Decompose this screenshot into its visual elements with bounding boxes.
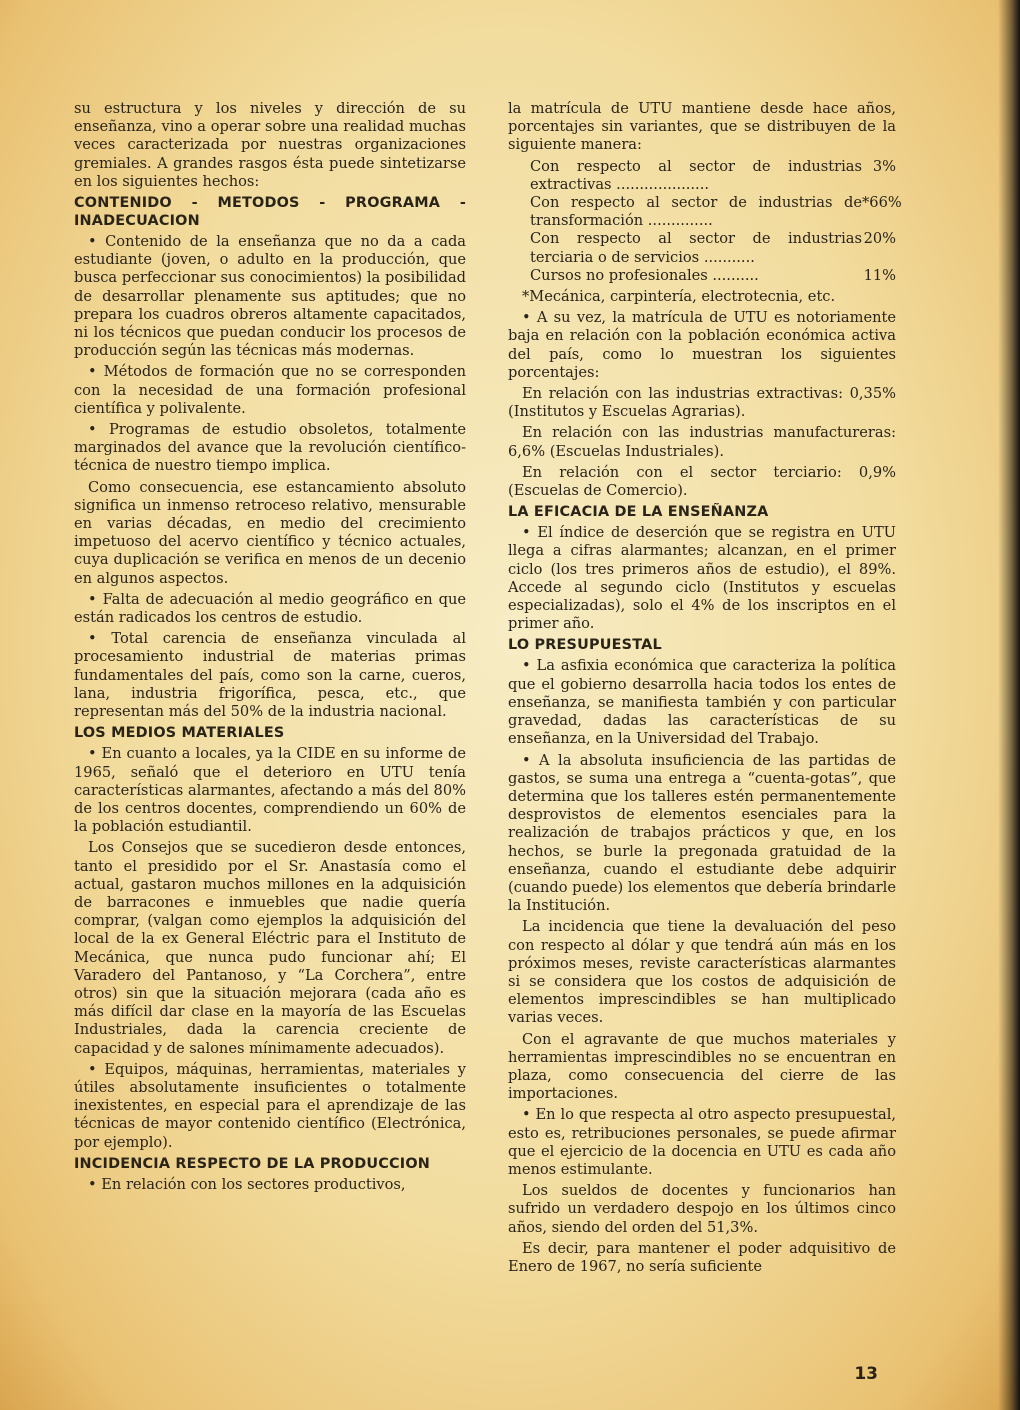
section-heading-presupuestal: LO PRESUPUESTAL xyxy=(508,637,662,654)
stat-value: 20% xyxy=(863,230,896,248)
stat-label: Cursos no profesionales .......... xyxy=(530,266,759,284)
section-heading-eficacia: LA EFICACIA DE LA ENSEÑANZA xyxy=(508,504,769,521)
page-edge-shadow xyxy=(998,0,1020,1410)
paragraph: Es decir, para mantener el poder adquisitivo de Enero de 1967, no sería suficiente xyxy=(508,1239,896,1275)
stat-label: Con respecto al sector de industrias terciaria o de servicios ........... xyxy=(530,230,862,266)
paragraph: • En relación con los sectores productivos, xyxy=(88,1175,406,1193)
paragraph: Con el agravante de que muchos materiales y herramientas imprescindibles no se encuentran en plaza, como consecuencia del cierre de las importaciones. xyxy=(508,1030,896,1103)
stat-label: Con respecto al sector de industrias extractivas .................... xyxy=(530,157,862,193)
paragraph: • En lo que respecta al otro aspecto presupuestal, esto es, retribuciones personales, se puede afirmar que el ejercicio de la docencia en UTU es cada año menos estimulante. xyxy=(508,1106,896,1178)
left-column xyxy=(74,100,466,1197)
stat-row xyxy=(530,194,902,230)
stat-value: 3% xyxy=(872,157,896,175)
stat-row xyxy=(530,230,896,266)
paragraph: su estructura y los niveles y dirección de su enseñanza, vino a operar sobre una realidad muchas veces caracterizada por nuestras organizaciones gremiales. A grandes rasgos ésta puede sintetizarse en los siguientes hechos: xyxy=(74,100,466,190)
section-heading-incidencia: INCIDENCIA RESPECTO DE LA PRODUCCION xyxy=(74,1155,431,1172)
paragraph: La incidencia que tiene la devaluación del peso con respecto al dólar y que tendrá aún más en los próximos meses, reviste características alarmantes si se considera que los costos de adquisición de elementos imprescindibles se han multiplicado varias veces. xyxy=(508,918,896,1027)
stat-row xyxy=(530,158,896,194)
paragraph: • Contenido de la enseñanza que no da a cada estudiante (joven, o adulto en la producción, que busca perfeccionar sus conocimientos) la posibilidad de desarrollar plenamente sus aptitudes; que no prepara los cuadros obreros altamente capacitados, ni los técnicos que puedan conducir los procesos de producción según las técnicas más modernas. xyxy=(74,233,466,360)
stat-value: 11% xyxy=(863,266,896,284)
paragraph: • Métodos de formación que no se corresponden con la necesidad de una formación profesional científica y polivalente. xyxy=(74,363,466,417)
paragraph: • El índice de deserción que se registra en UTU llega a cifras alarmantes; alcanzan, en el primer ciclo (los tres primeros años de estudio), el 89%. Accede al segundo ciclo (Institutos y escuelas especializadas), solo el 4% de los inscriptos en el primer año. xyxy=(508,524,896,633)
page-number: 13 xyxy=(854,1364,878,1384)
paragraph: • A su vez, la matrícula de UTU es notoriamente baja en relación con la población económica activa del país, como lo muestran los siguientes porcentajes: xyxy=(508,309,896,381)
paragraph: • Equipos, máquinas, herramientas, materiales y útiles absolutamente insuficientes o totalmente inexistentes, en especial para el aprendizaje de las técnicas de mayor contenido científico (Electrónica, por ejemplo). xyxy=(74,1060,466,1151)
paragraph: • Falta de adecuación al medio geográfico en que están radicados los centros de estudio. xyxy=(74,590,466,627)
stat-value: *66% xyxy=(862,194,902,212)
paragraph: Como consecuencia, ese estancamiento absoluto significa un inmenso retroceso relativo, mensurable en varias décadas, en medio del crecimiento impetuoso del acervo científico y técnico actuales, cuya duplicación se verifica en menos de un decenio en algunos aspectos. xyxy=(74,478,466,587)
paragraph: En relación con las industrias extractivas: 0,35% (Institutos y Escuelas Agrarias). xyxy=(508,385,896,421)
section-heading-contenido: CONTENIDO - METODOS - PROGRAMA - INADECUACION xyxy=(74,195,466,230)
stat-row xyxy=(530,267,896,285)
paragraph: Los Consejos que se sucedieron desde entonces, tanto el presidido por el Sr. Anastasía como el actual, gastaron muchos millones en la adquisición de barracones e inmuebles que nadie quería comprar, (valgan como ejemplos la adquisición del local de la ex General Eléctric para el Instituto de Mecánica, que nunca pudo funcionar ahí; El Varadero del Pantanoso, y “La Corchera”, entre otros) sin que la situación mejorara (cada año es más difícil dar clase en la mayoría de las Escuelas Industriales, dada la carencia creciente de capacidad y de salones mínimamente adecuados). xyxy=(74,839,466,1057)
paragraph: • A la absoluta insuficiencia de las partidas de gastos, se suma una entrega a “cuenta-gotas”, que determina que los talleres estén permanentemente desprovistos de elementos esenciales para la realización de trabajos prácticos y que, en los hechos, se burle la pregonada gratuidad de la enseñanza, cuando el estudiante debe adquirir (cuando puede) los elementos que debería brindarle la Institución. xyxy=(508,751,896,915)
paragraph: • Total carencia de enseñanza vinculada al procesamiento industrial de materias primas fundamentales del país, como son la carne, cueros, lana, industria frigorífica, pesca, etc., que representan más del 50% de la industria nacional. xyxy=(74,630,466,721)
paragraph: Los sueldos de docentes y funcionarios han sufrido un verdadero despojo en los últimos cinco años, siendo del orden del 51,3%. xyxy=(508,1182,896,1236)
paragraph: • La asfixia económica que caracteriza la política que el gobierno desarrolla hacia todos los entes de enseñanza, se manifiesta también y con particular gravedad, dadas las características de su enseñanza, en la Universidad del Trabajo. xyxy=(508,657,896,748)
paragraph: En relación con el sector terciario: 0,9% (Escuelas de Comercio). xyxy=(508,463,896,500)
paragraph: En relación con las industrias manufactureras: 6,6% (Escuelas Industriales). xyxy=(508,424,896,460)
footnote: *Mecánica, carpintería, electrotecnia, etc. xyxy=(522,288,836,306)
right-column xyxy=(508,100,902,1279)
paragraph: • Programas de estudio obsoletos, totalmente marginados del avance que la revolución científico-técnica de nuestro tiempo implica. xyxy=(74,421,466,475)
paragraph: la matrícula de UTU mantiene desde hace años, porcentajes sin variantes, que se distribuyen de la siguiente manera: xyxy=(508,100,896,154)
section-heading-medios: LOS MEDIOS MATERIALES xyxy=(74,725,285,742)
paragraph: • En cuanto a locales, ya la CIDE en su informe de 1965, señaló que el deterioro en UTU tenía características alarmantes, afectando a más del 80% de los centros docentes, comprendiendo un 60% de la población estudiantil. xyxy=(74,745,466,836)
enrollment-stats-list xyxy=(530,157,902,285)
stat-label: Con respecto al sector de industrias de transformación .............. xyxy=(530,194,862,230)
